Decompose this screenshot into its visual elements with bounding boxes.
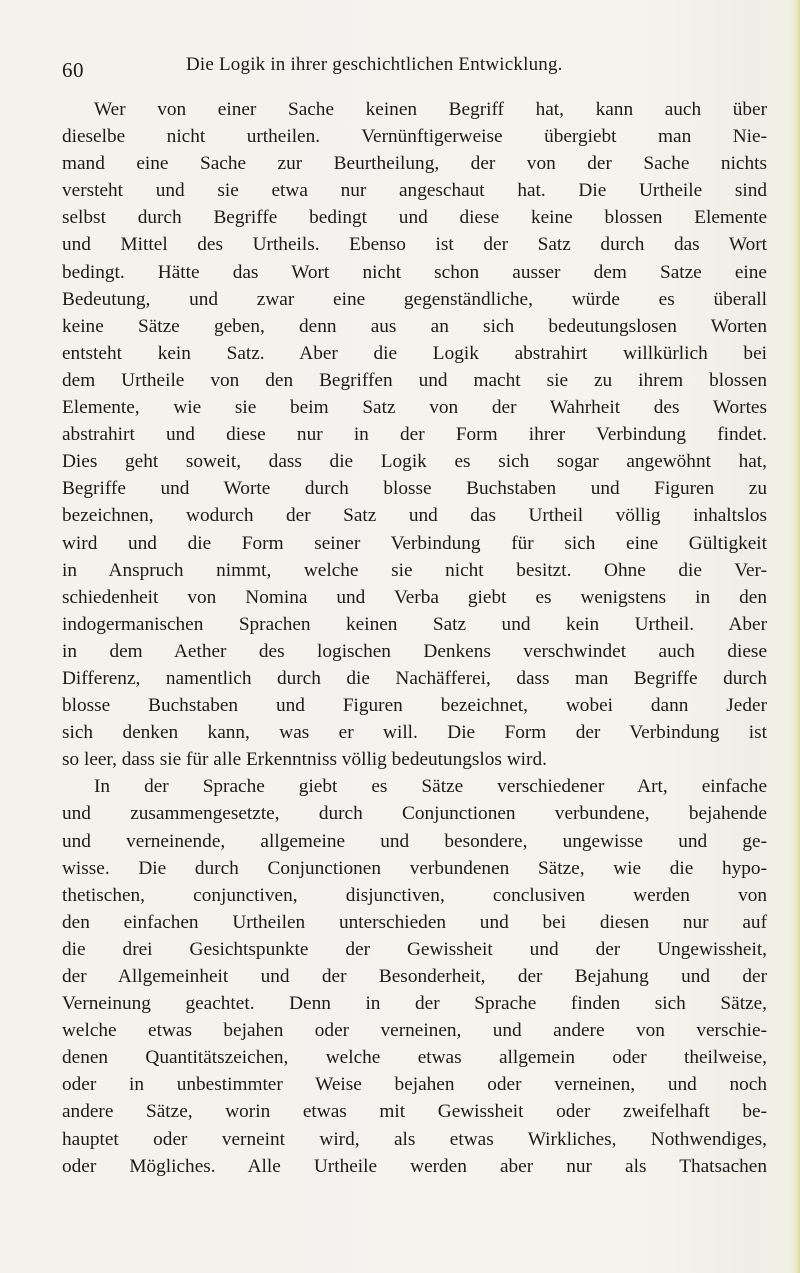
text-line: mand eine Sache zur Beurtheilung, der von der Sache nichts xyxy=(62,153,767,175)
text-line: bezeichnen, wodurch der Satz und das Urtheil völlig inhaltslos xyxy=(62,505,767,527)
text-line: In der Sprache giebt es Sätze verschiedener Art, einfache xyxy=(94,776,767,798)
text-line: sich denken kann, was er will. Die Form der Verbindung ist xyxy=(62,722,767,744)
running-head: Die Logik in ihrer geschichtlichen Entwicklung. xyxy=(186,54,563,75)
text-line: Begriffe und Worte durch blosse Buchstaben und Figuren zu xyxy=(62,478,767,500)
text-line: und Mittel des Urtheils. Ebenso ist der Satz durch das Wort xyxy=(62,234,767,256)
text-line: bedingt. Hätte das Wort nicht schon ausser dem Satze eine xyxy=(62,261,767,283)
text-line: wird und die Form seiner Verbindung für sich eine Gültigkeit xyxy=(62,532,767,554)
text-line: in Anspruch nimmt, welche sie nicht besitzt. Ohne die Ver- xyxy=(62,559,767,581)
text-line: oder Mögliches. Alle Urtheile werden aber nur als Thatsachen xyxy=(62,1155,767,1177)
text-line: thetischen, conjunctiven, disjunctiven, conclusiven werden von xyxy=(62,884,767,906)
page-header xyxy=(62,54,762,84)
body-text xyxy=(62,96,767,1180)
text-line: denen Quantitätszeichen, welche etwas allgemein oder theilweise, xyxy=(62,1047,767,1069)
text-line: andere Sätze, worin etwas mit Gewissheit oder zweifelhaft be- xyxy=(62,1101,767,1123)
text-line: in dem Aether des logischen Denkens verschwindet auch diese xyxy=(62,640,767,662)
text-line: der Allgemeinheit und der Besonderheit, der Bejahung und der xyxy=(62,966,767,987)
page-number: 60 xyxy=(62,58,84,82)
text-line: wisse. Die durch Conjunctionen verbundenen Sätze, wie die hypo- xyxy=(62,857,767,879)
page-edge-shadow xyxy=(790,0,800,1273)
text-line: keine Sätze geben, denn aus an sich bedeutungslosen Worten xyxy=(62,315,767,337)
text-line: die drei Gesichtspunkte der Gewissheit und der Ungewissheit, xyxy=(62,938,767,960)
text-line: und zusammengesetzte, durch Conjunctionen verbundene, bejahende xyxy=(62,803,767,825)
text-line: selbst durch Begriffe bedingt und diese keine blossen Elemente xyxy=(62,207,767,229)
text-line: Differenz, namentlich durch die Nachäfferei, dass man Begriffe durch xyxy=(62,667,767,689)
text-line: Dies geht soweit, dass die Logik es sich sogar angewöhnt hat, xyxy=(62,451,767,473)
text-line: Wer von einer Sache keinen Begriff hat, kann auch über xyxy=(94,99,767,120)
text-line: schiedenheit von Nomina und Verba giebt es wenigstens in den xyxy=(62,586,767,608)
text-line: indogermanischen Sprachen keinen Satz und kein Urtheil. Aber xyxy=(62,613,767,635)
text-line: blosse Buchstaben und Figuren bezeichnet, wobei dann Jeder xyxy=(62,695,767,717)
text-line: Bedeutung, und zwar eine gegenständliche, würde es überall xyxy=(62,288,767,310)
text-line: den einfachen Urtheilen unterschieden und bei diesen nur auf xyxy=(62,911,767,933)
text-line: dem Urtheile von den Begriffen und macht sie zu ihrem blossen xyxy=(62,369,767,391)
text-line: dieselbe nicht urtheilen. Vernünftigerweise übergiebt man Nie- xyxy=(62,126,767,148)
text-line: hauptet oder verneint wird, als etwas Wirkliches, Nothwendiges, xyxy=(62,1128,767,1150)
text-line: Verneinung geachtet. Denn in der Sprache finden sich Sätze, xyxy=(62,993,767,1015)
text-line: oder in unbestimmter Weise bejahen oder verneinen, und noch xyxy=(62,1074,767,1096)
text-line: Elemente, wie sie beim Satz von der Wahrheit des Wortes xyxy=(62,397,767,419)
text-line: entsteht kein Satz. Aber die Logik abstrahirt willkürlich bei xyxy=(62,342,767,364)
text-line: und verneinende, allgemeine und besondere, ungewisse und ge- xyxy=(62,830,767,852)
text-line: abstrahirt und diese nur in der Form ihrer Verbindung findet. xyxy=(62,424,767,446)
text-line: versteht und sie etwa nur angeschaut hat. Die Urtheile sind xyxy=(62,180,767,202)
text-line: so leer, dass sie für alle Erkenntniss völlig bedeutungslos wird. xyxy=(62,749,547,771)
text-line: welche etwas bejahen oder verneinen, und andere von verschie- xyxy=(62,1020,767,1042)
